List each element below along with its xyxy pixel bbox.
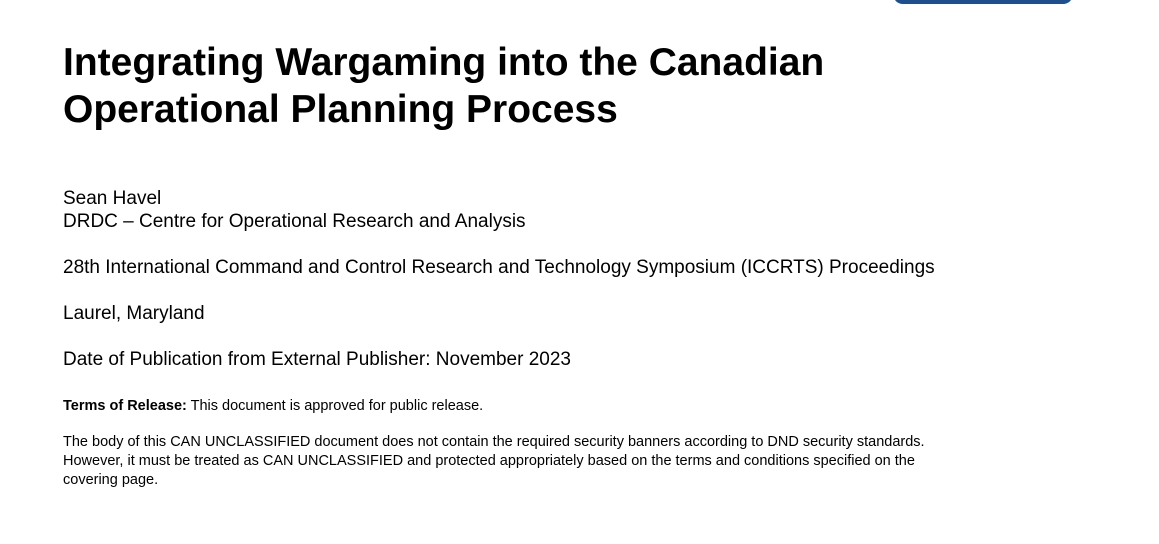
terms-of-release [63, 397, 483, 416]
title-line-2: Operational Planning Process [63, 88, 618, 131]
event-location: Laurel, Maryland [63, 303, 205, 324]
notice-line-2: However, it must be treated as CAN UNCLASSIFIED and protected appropriately based on the terms and conditions specified on the [63, 453, 915, 469]
proceedings-name: 28th International Command and Control Research and Technology Symposium (ICCRTS) Proceedings [63, 257, 935, 278]
terms-text: This document is approved for public release. [186, 398, 484, 414]
notice-line-1: The body of this CAN UNCLASSIFIED document does not contain the required security banners according to DND security standards. [63, 434, 925, 450]
header-accent-tab [893, 0, 1073, 4]
terms-label: Terms of Release: [63, 398, 187, 414]
author-affiliation: DRDC – Centre for Operational Research and Analysis [63, 211, 526, 232]
notice-line-3: covering page. [63, 472, 159, 488]
author-name: Sean Havel [63, 188, 162, 209]
document-title [63, 39, 824, 133]
security-notice [63, 433, 1063, 490]
publication-date: Date of Publication from External Publisher: November 2023 [63, 349, 571, 370]
title-line-1: Integrating Wargaming into the Canadian [63, 41, 825, 84]
